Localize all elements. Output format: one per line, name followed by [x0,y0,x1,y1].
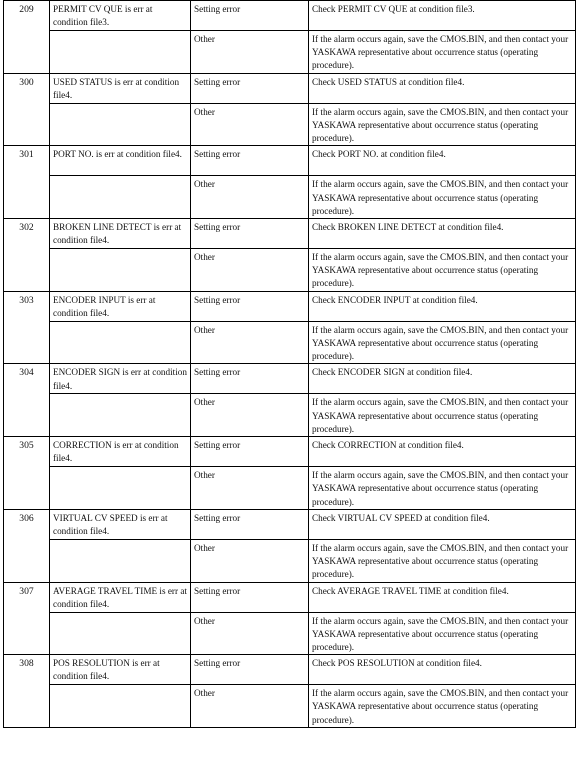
cause-cell: Setting error [191,1,309,31]
cause-cell: Other [191,249,309,292]
alarm-code: 307 [4,582,50,655]
action-cell: Check PERMIT CV QUE at condition file3. [309,1,576,31]
alarm-row [4,467,576,510]
alarm-table [3,0,576,728]
cause-cell: Setting error [191,291,309,321]
action-cell: If the alarm occurs again, save the CMOS.BIN, and then contact your YASKAWA representative about occurrence status (operating procedure). [309,249,576,292]
action-cell: Check CORRECTION at condition file4. [309,437,576,467]
alarm-row [4,146,576,176]
alarm-code: 303 [4,291,50,364]
cause-cell: Setting error [191,582,309,612]
alarm-row [4,655,576,685]
cause-cell: Setting error [191,364,309,394]
alarm-row [4,73,576,103]
alarm-code: 306 [4,509,50,582]
empty-cell [50,467,191,510]
action-cell: If the alarm occurs again, save the CMOS.BIN, and then contact your YASKAWA representative about occurrence status (operating procedure). [309,685,576,728]
alarm-table-body [4,1,576,728]
action-cell: Check ENCODER INPUT at condition file4. [309,291,576,321]
cause-cell: Other [191,31,309,74]
alarm-code: 209 [4,1,50,74]
action-cell: If the alarm occurs again, save the CMOS.BIN, and then contact your YASKAWA representative about occurrence status (operating procedure). [309,31,576,74]
alarm-name: ENCODER SIGN is err at condition file4. [50,364,191,394]
empty-cell [50,103,191,146]
alarm-name: PERMIT CV QUE is err at condition file3. [50,1,191,31]
empty-cell [50,321,191,364]
action-cell: Check USED STATUS at condition file4. [309,73,576,103]
cause-cell: Setting error [191,219,309,249]
action-cell: If the alarm occurs again, save the CMOS.BIN, and then contact your YASKAWA representative about occurrence status (operating procedure). [309,103,576,146]
alarm-name: POS RESOLUTION is err at condition file4. [50,655,191,685]
empty-cell [50,176,191,219]
alarm-row [4,219,576,249]
cause-cell: Setting error [191,509,309,539]
action-cell: If the alarm occurs again, save the CMOS.BIN, and then contact your YASKAWA representative about occurrence status (operating procedure). [309,394,576,437]
alarm-code: 304 [4,364,50,437]
alarm-code: 301 [4,146,50,219]
cause-cell: Other [191,467,309,510]
action-cell: If the alarm occurs again, save the CMOS.BIN, and then contact your YASKAWA representative about occurrence status (operating procedure). [309,467,576,510]
cause-cell: Setting error [191,73,309,103]
alarm-row [4,321,576,364]
alarm-row [4,539,576,582]
action-cell: Check POS RESOLUTION at condition file4. [309,655,576,685]
action-cell: Check BROKEN LINE DETECT at condition file4. [309,219,576,249]
action-cell: Check AVERAGE TRAVEL TIME at condition file4. [309,582,576,612]
action-cell: If the alarm occurs again, save the CMOS.BIN, and then contact your YASKAWA representative about occurrence status (operating procedure). [309,612,576,655]
alarm-name: USED STATUS is err at condition file4. [50,73,191,103]
empty-cell [50,394,191,437]
alarm-row [4,291,576,321]
empty-cell [50,249,191,292]
alarm-row [4,612,576,655]
alarm-name: AVERAGE TRAVEL TIME is err at condition file4. [50,582,191,612]
cause-cell: Other [191,176,309,219]
cause-cell: Other [191,612,309,655]
alarm-code: 302 [4,219,50,292]
alarm-row [4,509,576,539]
empty-cell [50,31,191,74]
alarm-name: BROKEN LINE DETECT is err at condition file4. [50,219,191,249]
alarm-row [4,1,576,31]
alarm-row [4,249,576,292]
empty-cell [50,612,191,655]
cause-cell: Other [191,685,309,728]
alarm-name: PORT NO. is err at condition file4. [50,146,191,176]
alarm-row [4,103,576,146]
alarm-code: 305 [4,437,50,510]
alarm-row [4,437,576,467]
action-cell: Check VIRTUAL CV SPEED at condition file4. [309,509,576,539]
empty-cell [50,539,191,582]
action-cell: If the alarm occurs again, save the CMOS.BIN, and then contact your YASKAWA representative about occurrence status (operating procedure). [309,321,576,364]
cause-cell: Setting error [191,655,309,685]
cause-cell: Setting error [191,437,309,467]
cause-cell: Setting error [191,146,309,176]
alarm-row [4,364,576,394]
cause-cell: Other [191,539,309,582]
action-cell: Check ENCODER SIGN at condition file4. [309,364,576,394]
alarm-code: 300 [4,73,50,146]
empty-cell [50,685,191,728]
action-cell: If the alarm occurs again, save the CMOS.BIN, and then contact your YASKAWA representative about occurrence status (operating procedure). [309,539,576,582]
action-cell: Check PORT NO. at condition file4. [309,146,576,176]
cause-cell: Other [191,394,309,437]
alarm-row [4,31,576,74]
alarm-row [4,685,576,728]
alarm-row [4,394,576,437]
alarm-code: 308 [4,655,50,728]
cause-cell: Other [191,103,309,146]
alarm-row [4,582,576,612]
alarm-name: ENCODER INPUT is err at condition file4. [50,291,191,321]
action-cell: If the alarm occurs again, save the CMOS.BIN, and then contact your YASKAWA representative about occurrence status (operating procedure). [309,176,576,219]
alarm-name: VIRTUAL CV SPEED is err at condition file4. [50,509,191,539]
cause-cell: Other [191,321,309,364]
alarm-row [4,176,576,219]
alarm-name: CORRECTION is err at condition file4. [50,437,191,467]
